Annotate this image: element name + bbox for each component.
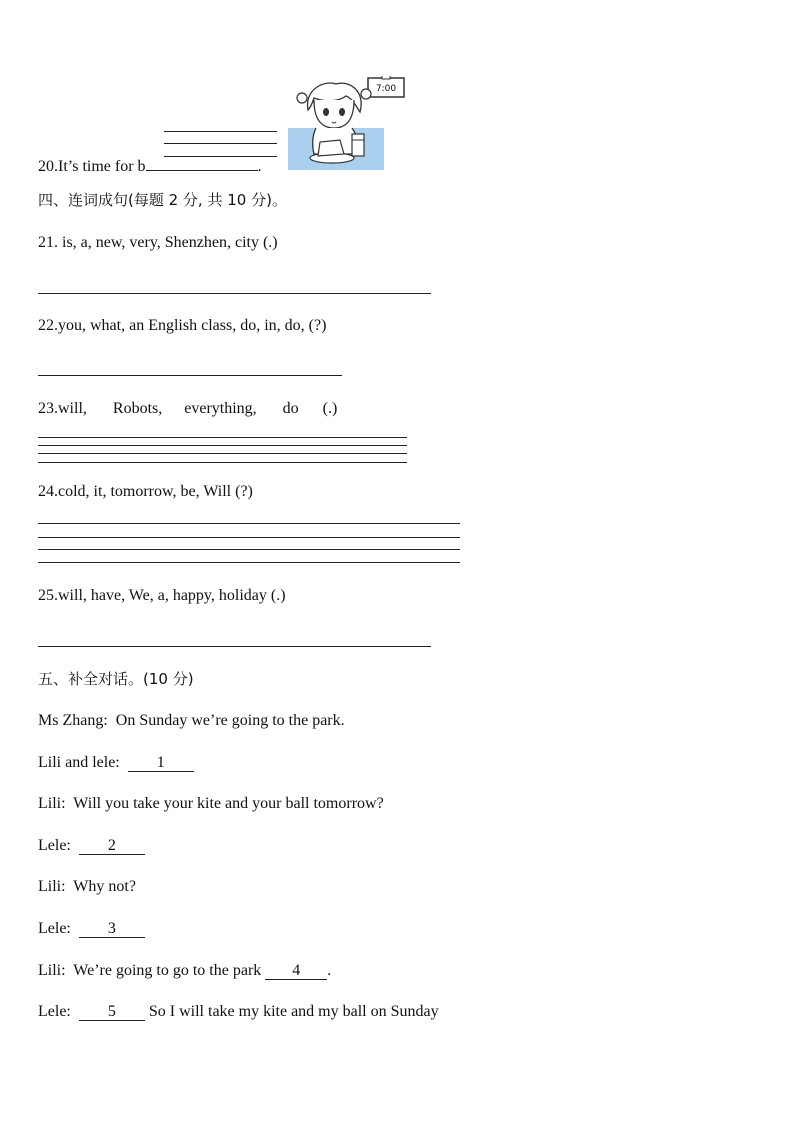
blank-number: 2 [107,837,116,854]
section4-heading: 四、连词成句(每题 2 分, 共 10 分)。 [38,191,287,209]
dialogue-line [38,961,331,981]
q23-word-4: do [282,400,299,417]
q23-word-5: (.) [322,400,338,417]
q25-answer-line[interactable] [38,646,431,647]
dialogue-line [38,877,136,897]
dialogue-speaker: Ms Zhang: [38,712,108,729]
q20-prompt [38,155,262,177]
q20-text: 20.It’s time for b [38,158,146,175]
dialogue-blank-1[interactable] [128,754,194,772]
dialogue-blank-2[interactable] [79,837,145,855]
dialogue-text: Why not? [73,878,136,895]
q23-word-1: 23.will, [38,400,87,417]
dialogue-after: So I will take my kite and my ball on Sunday [148,1003,439,1020]
dialogue-line [38,836,145,856]
q21-prompt: 21. is, a, new, very, Shenzhen, city (.) [38,234,278,251]
blank-number: 1 [156,754,165,771]
q25-prompt: 25.will, have, We, a, happy, holiday (.) [38,587,286,604]
q24-prompt: 24.cold, it, tomorrow, be, Will (?) [38,483,253,500]
dialogue-line [38,711,345,731]
dialogue-speaker: Lili and lele: [38,754,120,771]
q23-prompt [38,399,337,419]
dialogue-speaker: Lili: [38,878,66,895]
dialogue-after: . [327,962,332,979]
dialogue-text: We’re going to go to the park [73,962,262,979]
q20-blank[interactable] [146,155,258,171]
dialogue-speaker: Lele: [38,837,71,854]
dialogue-speaker: Lele: [38,1003,71,1020]
dialogue-line [38,753,194,773]
dialogue-line [38,919,145,939]
dialogue-blank-3[interactable] [79,920,145,938]
q20-tail: . [257,158,262,175]
dialogue-speaker: Lili: [38,795,66,812]
q23-word-2: Robots, [112,400,163,417]
dialogue-speaker: Lele: [38,920,71,937]
blank-number: 3 [107,920,116,937]
dialogue-blank-4[interactable] [265,962,327,980]
dialogue-text: On Sunday we’re going to the park. [115,712,345,729]
q23-word-3: everything, [184,400,257,417]
dialogue-speaker: Lili: [38,962,66,979]
dialogue-text: Will you take your kite and your ball tomorrow? [73,795,384,812]
q21-answer-line[interactable] [38,293,431,294]
breakfast-illustration [286,76,408,172]
dialogue-blank-5[interactable] [79,1003,145,1021]
dialogue-line [38,1002,439,1022]
dialogue-line [38,794,384,814]
section5-heading: 五、补全对话。(10 分) [38,670,194,688]
blank-number: 5 [107,1003,116,1020]
clock-time: 7:00 [375,84,397,94]
q22-prompt: 22.you, what, an English class, do, in, do, (?) [38,317,327,334]
blank-number: 4 [292,962,301,979]
q22-answer-line[interactable] [38,375,342,376]
